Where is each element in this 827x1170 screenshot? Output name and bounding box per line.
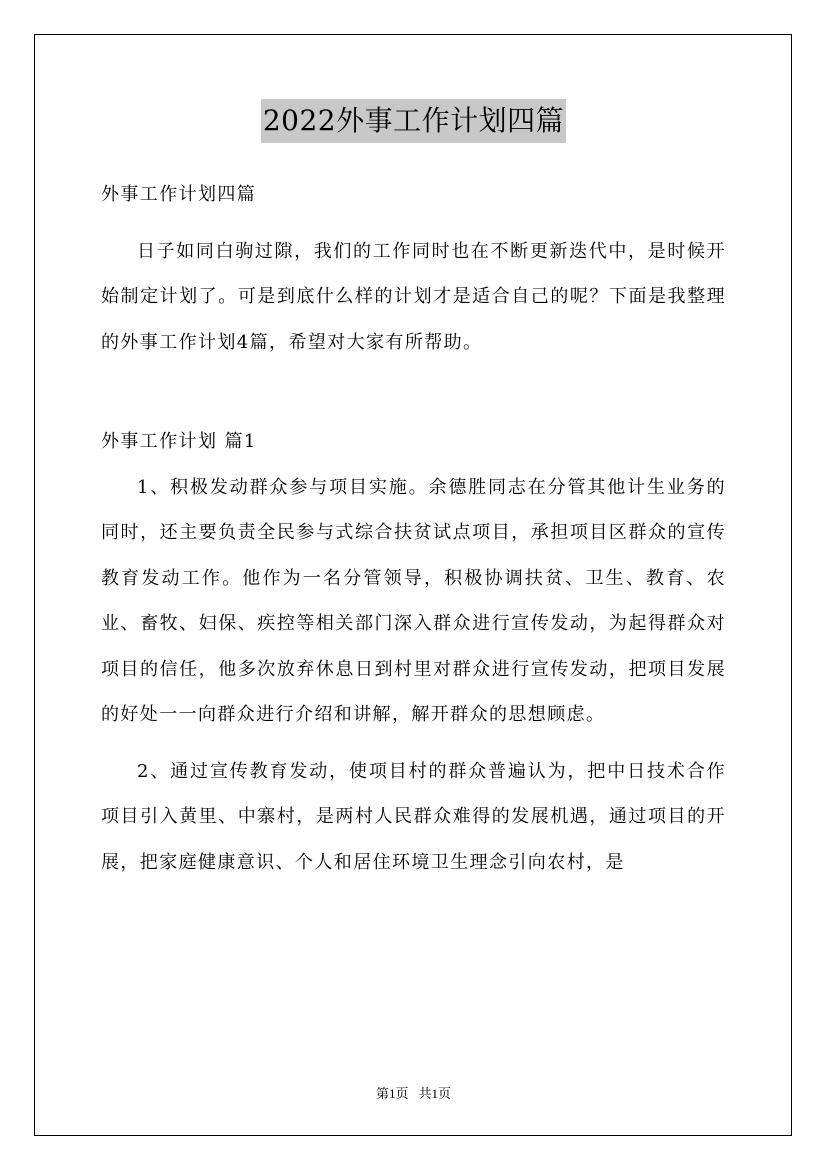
gap	[101, 218, 726, 229]
intro-paragraph: 日子如同白驹过隙，我们的工作同时也在不断更新迭代中，是时候开始制定计划了。可是到底什么样的计划才是适合自己的呢？下面是我整理的外事工作计划4篇，希望对大家有所帮助。	[101, 240, 726, 353]
section-heading: 外事工作计划 篇1	[101, 431, 257, 452]
page-count: 共1页	[418, 1086, 452, 1101]
document-body	[101, 172, 726, 885]
page-footer	[0, 1083, 827, 1102]
section-spacer	[101, 365, 726, 419]
document-title: 2022外事工作计划四篇	[261, 99, 566, 143]
title-container	[0, 99, 827, 143]
body-paragraph-1: 1、积极发动群众参与项目实施。余德胜同志在分管其他计生业务的同时，还主要负责全民参与式综合扶贫试点项目，承担项目区群众的宣传教育发动工作。他作为一名分管领导，积极协调扶贫、卫生、教育、农业、畜牧、妇保、疾控等相关部门深入群众进行宣传发动，为起得群众对项目的信任，他多次放弃休息日到村里对群众进行宣传发动，把项目发展的好处一一向群众进行介绍和讲解，解开群众的思想顾虑。	[101, 476, 726, 725]
gap	[101, 738, 726, 749]
page-number: 第1页	[375, 1086, 409, 1101]
document-subtitle: 外事工作计划四篇	[101, 184, 257, 205]
body-paragraph-2: 2、通过宣传教育发动，使项目村的群众普遍认为，把中日技术合作项目引入黄里、中寨村，是两村人民群众难得的发展机遇，通过项目的开展，把家庭健康意识、个人和居住环境卫生理念引向农村，是	[101, 760, 726, 873]
